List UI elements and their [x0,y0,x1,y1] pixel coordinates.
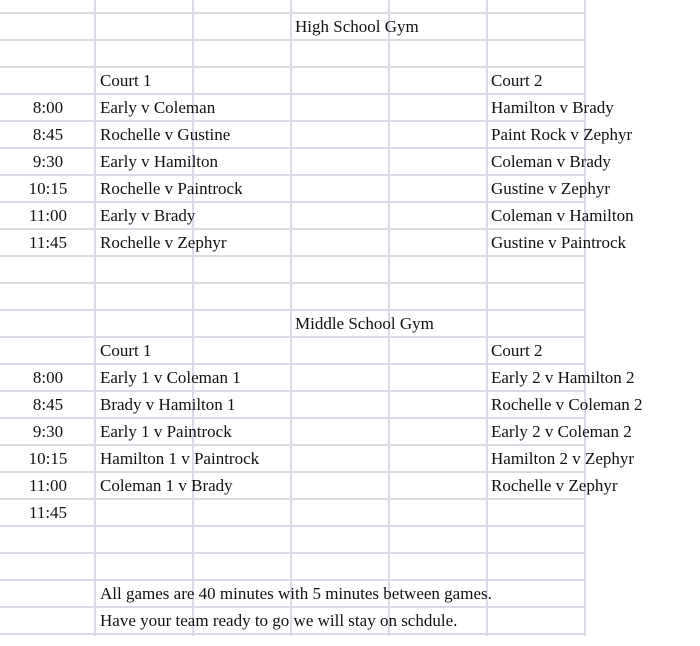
table-row [0,418,700,445]
court1-game: Early v Coleman [100,98,216,117]
court1-game: Coleman 1 v Brady [100,476,233,495]
court2-game: Early 2 v Hamilton 2 [491,368,635,387]
middle-school-gym-title: Middle School Gym [295,314,434,333]
grid-row-line [0,552,586,554]
court1-game: Rochelle v Zephyr [100,233,227,252]
court1-game: Rochelle v Gustine [100,125,231,144]
game-time: 8:00 [32,98,64,117]
game-time: 11:45 [28,233,68,252]
game-time: 11:45 [28,503,68,522]
court1-game: Early v Hamilton [100,152,219,171]
middle-school-title-row [0,310,700,337]
game-time: 8:00 [32,368,64,387]
court1-game: Rochelle v Paintrock [100,179,243,198]
court2-game: Gustine v Zephyr [491,179,610,198]
note-row [0,580,700,607]
table-row [0,175,700,202]
court2-game: Coleman v Hamilton [491,206,634,225]
high-school-court1-header: Court 1 [100,71,152,90]
court2-game: Hamilton 2 v Zephyr [491,449,635,468]
game-time: 8:45 [32,395,64,414]
game-time: 10:15 [28,179,68,198]
high-school-title-row [0,13,700,40]
court1-game: Hamilton 1 v Paintrock [100,449,260,468]
court2-game: Rochelle v Zephyr [491,476,618,495]
court1-game: Early v Brady [100,206,196,225]
ready-note: Have your team ready to go we will stay on schdule. [100,611,458,630]
game-time: 10:15 [28,449,68,468]
grid-row-line [0,282,586,284]
table-row [0,391,700,418]
court1-game: Early 1 v Paintrock [100,422,232,441]
table-row [0,499,700,526]
game-time: 8:45 [32,125,64,144]
court2-game: Gustine v Paintrock [491,233,627,252]
middle-school-court1-header: Court 1 [100,341,152,360]
table-row [0,229,700,256]
middle-school-court-header-row [0,337,700,364]
game-time: 9:30 [32,422,64,441]
court2-game: Hamilton v Brady [491,98,614,117]
table-row [0,472,700,499]
table-row [0,94,700,121]
game-time: 9:30 [32,152,64,171]
court1-game: Early 1 v Coleman 1 [100,368,241,387]
high-school-court2-header: Court 2 [491,71,543,90]
middle-school-court2-header: Court 2 [491,341,543,360]
high-school-court-header-row [0,67,700,94]
note-row [0,607,700,634]
court2-game: Early 2 v Coleman 2 [491,422,632,441]
game-time: 11:00 [28,206,68,225]
table-row [0,121,700,148]
table-row [0,364,700,391]
table-row [0,445,700,472]
table-row [0,202,700,229]
game-time: 11:00 [28,476,68,495]
high-school-gym-title: High School Gym [295,17,419,36]
court2-game: Coleman v Brady [491,152,611,171]
court1-game: Brady v Hamilton 1 [100,395,236,414]
court2-game: Rochelle v Coleman 2 [491,395,643,414]
table-row [0,148,700,175]
court2-game: Paint Rock v Zephyr [491,125,633,144]
game-length-note: All games are 40 minutes with 5 minutes between games. [100,584,492,603]
